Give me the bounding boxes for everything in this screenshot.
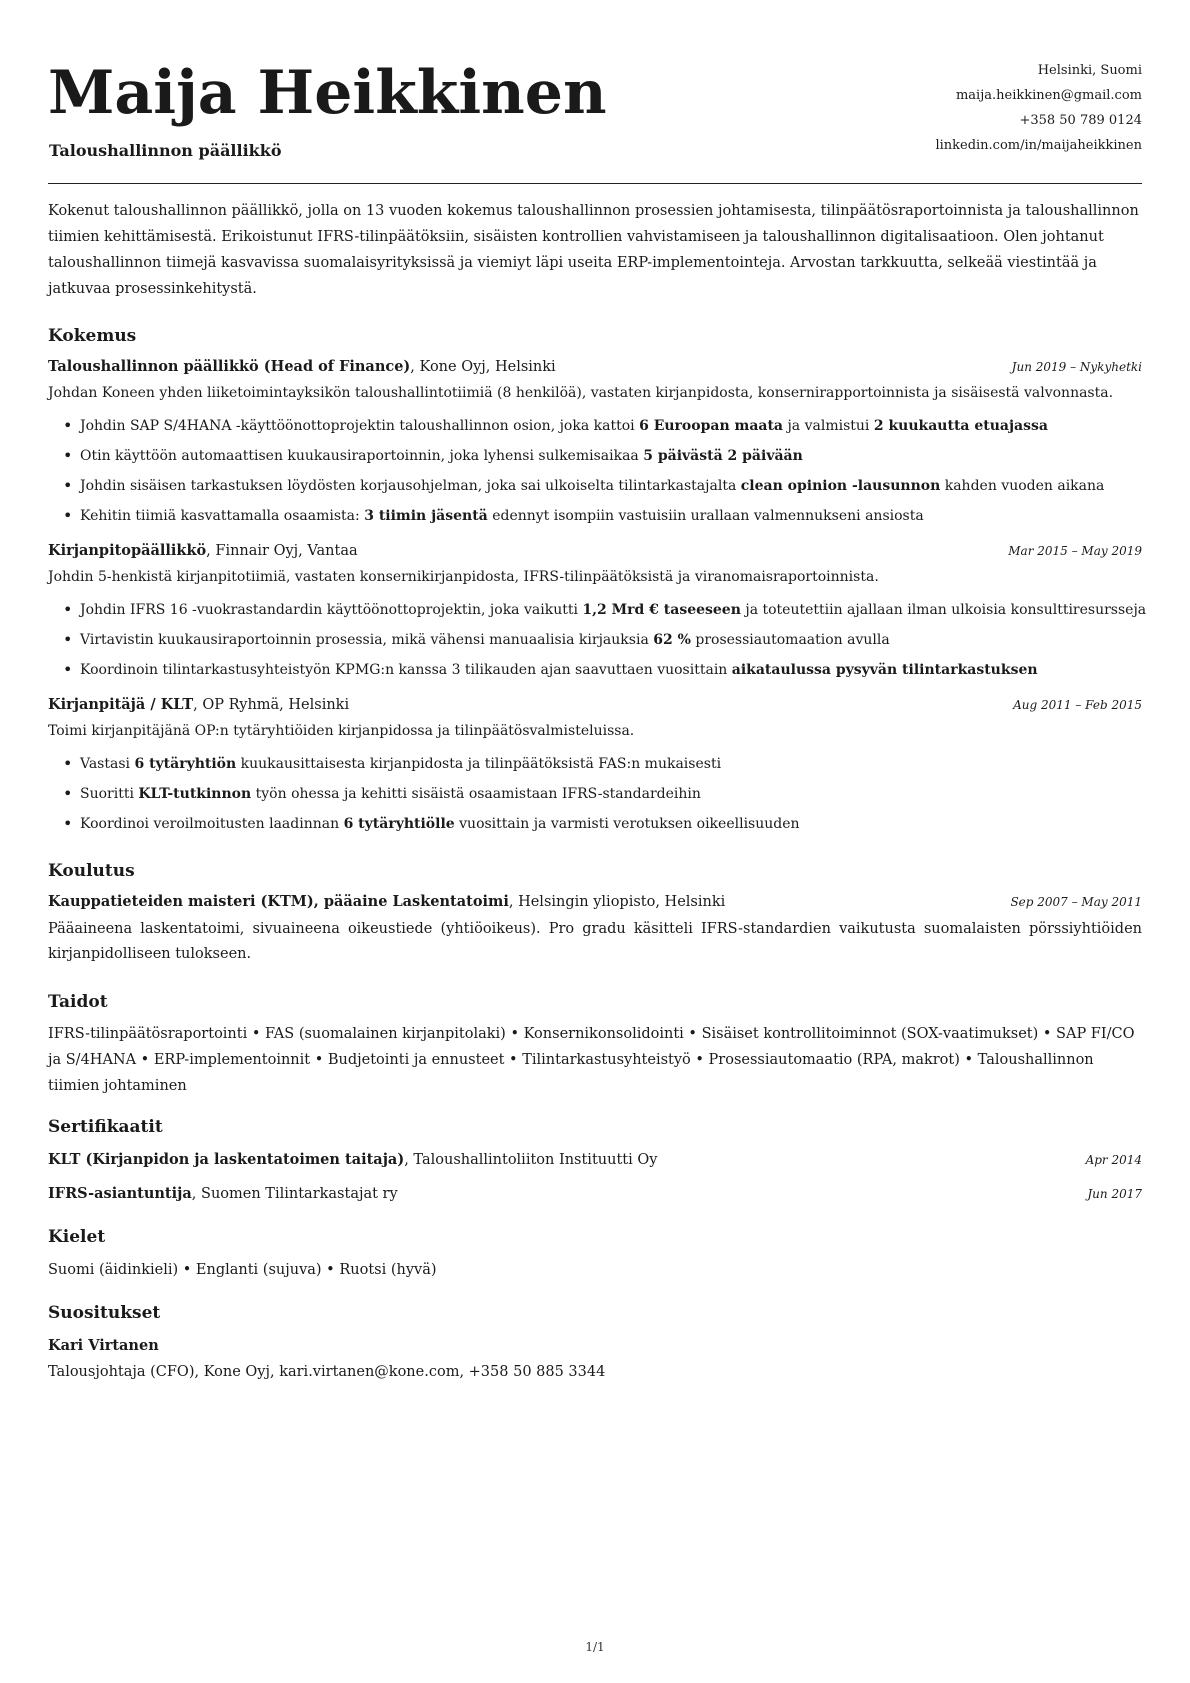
achievement-text: työn ohessa ja kehitti sisäistä osaamistaan IFRS-standardeihin [251, 786, 701, 802]
skills-list: IFRS-tilinpäätösraportointi • FAS (suomalainen kirjanpitolaki) • Konsernikonsolidointi • Sisäiset kontrollitoiminnot (SOX-vaatimukset) • SAP FI/CO ja S/4HANA • ERP-implementoinnit • Budjetointi ja ennusteet • Tilintarkastusyhteistyö • Prosessiautomaatio (RPA, makrot) • Taloushallinnon tiimien johtaminen [48, 1026, 1135, 1094]
achievement-item [48, 595, 1147, 625]
job-role: Kirjanpitopäällikkö [48, 542, 207, 559]
achievement-item [48, 809, 1142, 839]
achievement-highlight: KLT-tutkinnon [138, 786, 252, 802]
resume-header [48, 58, 1142, 183]
achievement-item [48, 749, 1142, 779]
job-header [48, 540, 1142, 562]
achievement-highlight: 6 tytäryhtiön [134, 756, 237, 772]
achievement-text: kuukausittaisesta kirjanpidosta ja tilinpäätöksistä FAS:n mukaisesti [236, 756, 722, 772]
job-role: Taloushallinnon päällikkö (Head of Finance) [48, 358, 411, 375]
contact-email[interactable]: maija.heikkinen@gmail.com [955, 88, 1142, 103]
languages-section [48, 1227, 1142, 1281]
education-description: Pääaineena laskentatoimi, sivuaineena oikeustiede (yhtiöoikeus). Pro gradu käsitteli IFRS-standardien vaikutusta suomalaisten pörssiyhtiöiden kirjanpidolliseen tulokseen. [48, 921, 1142, 962]
section-title-education: Koulutus [48, 861, 135, 881]
education-header [48, 891, 1142, 913]
achievement-text: vuosittain ja varmisti verotuksen oikeellisuuden [454, 816, 800, 832]
achievement-highlight: 1,2 Mrd € taseeseen [582, 602, 741, 618]
achievement-text: Johdin SAP S/4HANA -käyttöönottoprojektin taloushallinnon osion, joka kattoi [80, 418, 640, 434]
degree-name: Kauppatieteiden maisteri (KTM), pääaine Laskentatoimi [48, 893, 509, 910]
achievement-item [48, 655, 1142, 685]
job-achievements [48, 749, 1142, 839]
certificate-item [48, 1183, 1142, 1205]
achievement-text: Suoritti [80, 786, 139, 802]
certificate-issuer: , Taloushallintoliiton Instituutti Oy [404, 1152, 658, 1168]
resume-body [48, 198, 1147, 1383]
achievement-highlight: clean opinion -lausunnon [740, 478, 941, 494]
page-number: 1/1 [585, 1640, 605, 1654]
job-description: Johdan Koneen yhden liiketoimintayksikön taloushallintotiimiä (8 henkilöä), vastaten kirjanpidosta, konsernirapportoinnista ja sisäisestä valvonnasta. [48, 385, 1114, 401]
job-header [48, 356, 1142, 378]
achievement-text: Johdin sisäisen tarkastuksen löydösten korjausohjelman, joka sai ulkoiselta tilintarkastajalta [80, 478, 741, 494]
achievement-item [48, 501, 1142, 531]
school-name: , Helsingin yliopisto, Helsinki [508, 894, 726, 910]
certificate-date: Apr 2014 [1085, 1153, 1142, 1167]
summary-text: Kokenut taloushallinnon päällikkö, jolla on 13 vuoden kokemus taloushallinnon prosessien johtamisesta, tilinpäätösraportoinnista ja taloushallinnon tiimien kehittämisestä. Erikoistunut IFRS-tilinpäätöksiin, sisäisten kontrollien vahvistamiseen ja taloushallinnon digitalisaatioon. Olen johtanut taloushallinnon tiimejä kasvavissa suomalaisyrityksissä ja viemiyt läpi useita ERP-implementointeja. Arvostan tarkkuutta, selkeää viestintää ja jatkuvaa prosessinkehitystä. [48, 203, 1139, 297]
certificates-section [48, 1117, 1142, 1205]
references-section [48, 1303, 1142, 1383]
achievement-text: Otin käyttöön automaattisen kuukausiraportoinnin, joka lyhensi sulkemisaikaa [80, 448, 644, 464]
job-company: , OP Ryhmä, Helsinki [193, 697, 350, 713]
achievement-text: ja toteutettiin ajallaan ilman ulkoisia konsulttiresursseja [740, 602, 1147, 618]
achievement-text: prosessiautomaation avulla [690, 632, 890, 648]
section-title-certificates: Sertifikaatit [48, 1117, 163, 1137]
reference-name: Kari Virtanen [48, 1337, 159, 1354]
certificate-name: IFRS-asiantuntija [48, 1185, 192, 1202]
section-title-references: Suositukset [48, 1303, 161, 1323]
achievement-text: Vastasi [80, 756, 135, 772]
candidate-name: Maija Heikkinen [48, 58, 607, 128]
job-company: , Finnair Oyj, Vantaa [206, 543, 358, 559]
skills-section [48, 992, 1142, 1099]
job-dates: Mar 2015 – May 2019 [1008, 544, 1142, 558]
languages-list: Suomi (äidinkieli) • Englanti (sujuva) • Ruotsi (hyvä) [48, 1262, 437, 1278]
certificate-date: Jun 2017 [1087, 1187, 1142, 1201]
contact-phone: +358 50 789 0124 [1019, 113, 1142, 128]
job-dates: Jun 2019 – Nykyhetki [1011, 360, 1142, 374]
reference-details: Talousjohtaja (CFO), Kone Oyj, kari.virtanen@kone.com, +358 50 885 3344 [48, 1364, 606, 1380]
job-description: Johdin 5-henkistä kirjanpitotiimiä, vastaten konsernikirjanpidosta, IFRS-tilinpäätöksistä ja viranomaisraportoinnista. [48, 569, 879, 585]
job-achievements [48, 595, 1147, 685]
achievement-text: Johdin IFRS 16 -vuokrastandardin käyttöönottoprojektin, joka vaikutti [80, 602, 583, 618]
contact-location: Helsinki, Suomi [1037, 63, 1142, 78]
achievement-highlight: 2 kuukautta etuajassa [873, 418, 1048, 434]
job-entry [48, 540, 1147, 685]
contact-block [935, 58, 1142, 158]
achievement-text: Koordinoin tilintarkastusyhteistyön KPMG:n kanssa 3 tilikauden ajan saavuttaen vuosittain [80, 662, 732, 678]
achievement-highlight: aikataulussa pysyvän tilintarkastuksen [731, 662, 1038, 678]
achievement-item [48, 441, 1142, 471]
education-section [48, 861, 1142, 967]
job-role: Kirjanpitäjä / KLT [48, 696, 194, 713]
job-entry [48, 694, 1142, 839]
achievement-text: edennyt isompiin vastuisiin urallaan valmennukseni ansiosta [487, 508, 924, 524]
experience-section [48, 326, 1147, 839]
achievement-item [48, 625, 1142, 655]
achievement-highlight: 6 tytäryhtiölle [343, 816, 455, 832]
achievement-highlight: 5 päivästä 2 päivään [643, 448, 803, 464]
achievement-text: Koordinoi veroilmoitusten laadinnan [80, 816, 344, 832]
section-title-languages: Kielet [48, 1227, 106, 1247]
job-description: Toimi kirjanpitäjänä OP:n tytäryhtiöiden kirjanpidossa ja tilinpäätösvalmisteluissa. [48, 723, 635, 739]
achievement-highlight: 3 tiimin jäsentä [364, 508, 488, 524]
achievement-text: kahden vuoden aikana [940, 478, 1105, 494]
achievement-highlight: 6 Euroopan maata [639, 418, 784, 434]
achievement-text: Kehitin tiimiä kasvattamalla osaamista: [80, 508, 365, 524]
achievement-text: Virtavistin kuukausiraportoinnin prosessia, mikä vähensi manuaalisia kirjauksia [80, 632, 654, 648]
education-dates: Sep 2007 – May 2011 [1010, 895, 1142, 909]
job-achievements [48, 411, 1142, 531]
job-entry [48, 356, 1142, 531]
contact-linkedin[interactable]: linkedin.com/in/maijaheikkinen [935, 138, 1142, 153]
certificate-issuer: , Suomen Tilintarkastajat ry [191, 1186, 398, 1202]
job-header [48, 694, 1142, 716]
achievement-item [48, 471, 1142, 501]
achievement-item [48, 411, 1142, 441]
achievement-text: ja valmistui [783, 418, 874, 434]
job-company: , Kone Oyj, Helsinki [410, 359, 556, 375]
achievement-item [48, 779, 1142, 809]
certificate-item [48, 1149, 1142, 1171]
job-dates: Aug 2011 – Feb 2015 [1013, 698, 1142, 712]
candidate-title: Taloushallinnon päällikkö [49, 141, 282, 160]
section-title-experience: Kokemus [48, 326, 137, 346]
certificate-name: KLT (Kirjanpidon ja laskentatoimen taitaja) [48, 1151, 405, 1168]
achievement-highlight: 62 % [653, 632, 691, 648]
section-title-skills: Taidot [48, 992, 108, 1012]
header-divider [48, 183, 1142, 184]
